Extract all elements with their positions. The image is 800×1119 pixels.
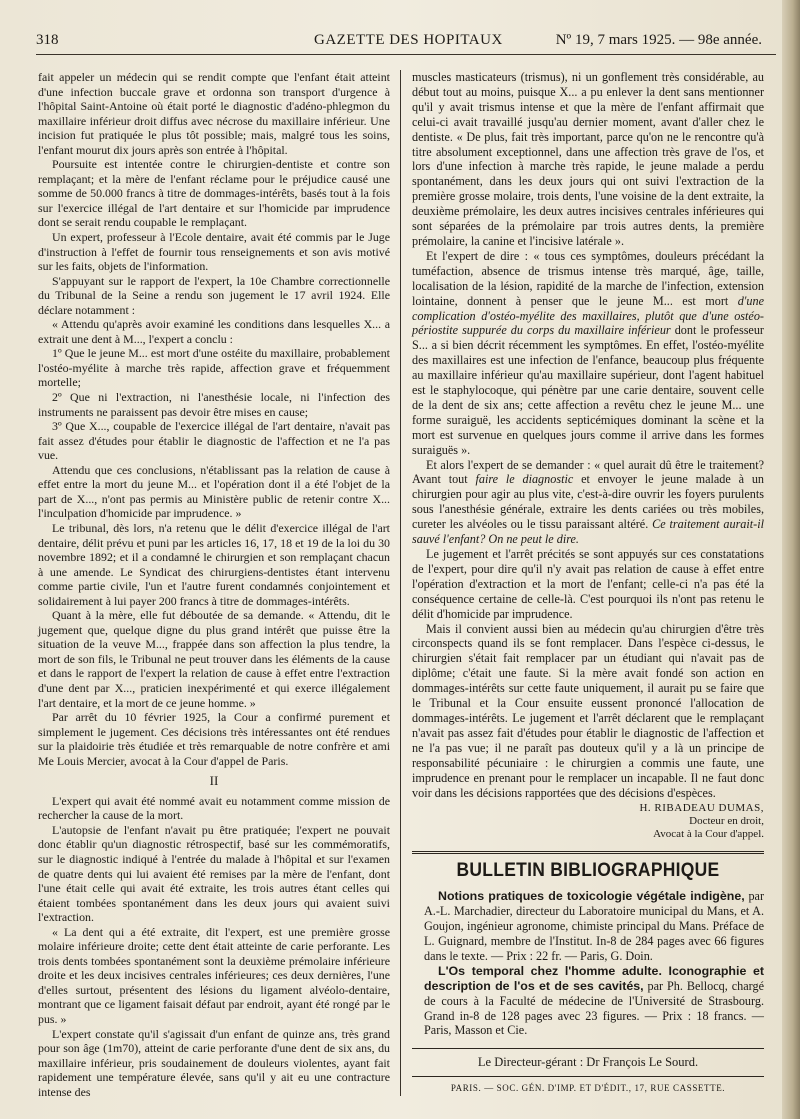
right-column <box>412 70 764 1096</box>
paragraph <box>412 249 764 458</box>
paragraph: Le tribunal, dès lors, n'a retenu que le délit d'exercice illégal de l'art dentaire, délit prévu et puni par les articles 16, 17, 18 et 19 de la loi du 30 novembre 1892; et il a condamné le chirurgien et son remplaçant chacun à une amende. Le Syndicat des chirurgiens-dentistes étant intervenu comme partie civile, l'un et l'autre furent condamnés conjointement et solidairement à lui payer 200 francs à titre de dommages-intérêts. <box>38 520 390 608</box>
paragraph: Le jugement et l'arrêt précités se sont appuyés sur ces constatations de l'expert, pour dire qu'il n'y avait pas relation de cause à effet entre l'opération d'extraction et la mort de l'enfant; celle-ci n'a pas été la conséquence certaine de celle-là. C'est pourquoi ils n'ont pas retenu le délit d'homicide par imprudence. <box>412 547 764 621</box>
page-edge-shadow <box>782 0 800 1119</box>
author-title: Docteur en droit, <box>689 815 764 828</box>
book-title: L'Os temporal chez l'homme adulte. Iconographie et description de l'os et de ses cavités, <box>424 963 764 993</box>
paragraph: Mais il convient aussi bien au médecin qu'au chirurgien d'être très circonspects quand ils se font remplacer. Dans l'espèce ci-dessus, le chirurgien s'était fait remplacer par un étudiant qui n'avait pas de diplôme; c'était une faute. Si la mère avait fondé son action en dommages-intérêts sur cette faute uniquement, il aurait pu se faire que le Tribunal et la Cour ensuite eussent prononcé l'allocation de dommages-intérêts. Le jugement et l'arrêt déclarent que le remplaçant n'avait pas assez fait d'études pour établir le diagnostic de l'affection et ne l'a pas vue; il ne paraît pas douteux qu'il y a là un principe de responsabilité pécuniaire : le chirurgien a commis une faute, une imprudence en prenant pour le remplacer un incapable. Il ne faut donc voir dans les décisions rapportées que des décisions d'espèces. <box>412 621 764 800</box>
italic-run: faire le diagnostic <box>475 472 574 487</box>
paragraph: muscles masticateurs (trismus), ni un gonflement très considérable, au début tout au moins, puisque X... a pu enlever la dent sans mentionner qu'il y avait trismus intense et que la mère de l'enfant affirmait que celui-ci avait travaillé jusqu'au dernier moment, avant d'aller chez le dentiste. « De plus, fait très important, parce qu'on ne le rencontre qu'à titre absolument exceptionnel, dans une affection très grave de l'os, et lors d'une infection à marche très rapide, le jeune malade a perdu spontanément, dans les deux jours qui ont suivi l'extraction de la première grosse molaire, trois dents, l'une voisine de la dent extraite, la deuxième prémolaire, les deux autres incisives centrales inférieures qui sont séparées de la prémolaire par trois autres dents, la première prémolaire, la canine et l'incisive latérale ». <box>412 70 764 248</box>
paragraph: L'autopsie de l'enfant n'avait pu être pratiquée; l'expert ne pouvait donc établir qu'un diagnostic rétrospectif, basé sur les commémoratifs, sur le diagnostic indiqué à l'entrée du malade à l'hôpital et sur l'examen de quatre dents qui lui avaient été remises par la mère de l'enfant, dont l'une était celle qui avait été extraite, les trois autres étant celles qui étaient tombées spontanément dans les deux jours qui avaient suivi l'extraction. <box>38 822 390 925</box>
paragraph: Poursuite est intentée contre le chirurgien-dentiste et contre son remplaçant; et la mère de l'enfant réclame pour le préjudice causé une somme de 50.000 francs à titre de dommages-intérêts, basés tout à la fois sur l'exercice illégal de l'art dentaire et sur l'homicide par imprudence dont se serait rendu coupable le remplaçant. <box>38 157 390 230</box>
header-rule <box>36 54 776 55</box>
paragraph: « La dent qui a été extraite, dit l'expert, est une première grosse molaire inférieure droite; cette dent était atteinte de carie perforante. Les trois dents tombées spontanément sont la deuxième prémolaire inférieure droite et les deux incisives centrales inférieures; ces deux dernières, l'une d'elles surtout, présentent des lésions du ligament alvéolo-dentaire, montrant que ce ligament faisait défaut par endroit, ayant été rongé par le pus. » <box>38 924 390 1026</box>
section-heading: II <box>209 773 219 789</box>
page-number: 318 <box>36 32 59 48</box>
printer-line: PARIS. — SOC. GÉN. D'IMP. ET D'ÉDIT., 17, RUE CASSETTE. <box>450 1083 726 1094</box>
paragraph: Par arrêt du 10 février 1925, la Cour a confirmé purement et simplement le jugement. Ces décisions très intéressantes ont été rendues sur la plaidoirie très étudiée et très remarquable de notre confrère et ami Me Louis Mercier, avocat à la Cour d'appel de Paris. <box>38 710 390 768</box>
paragraph: 2º Que ni l'extraction, ni l'anesthésie locale, ni l'infection des instruments ne paraissent pas devoir être mises en cause; <box>38 390 390 419</box>
page-header <box>36 30 776 56</box>
book-details: par A.-L. Marchadier, directeur du Laboratoire municipal du Mans, et A. Goujon, ingénieur agronome, chimiste principal du Mans. Préface de L. Guignard, membre de l'Institut. In-8 de 284 pages avec 66 figures dans le texte. — Prix : 22 fr. — Paris, G. Doin. <box>424 889 765 963</box>
paragraph: « Attendu qu'après avoir examiné les conditions dans lesquelles X... a extrait une dent à M..., l'expert a conclu : <box>38 317 390 346</box>
left-column <box>38 70 390 1099</box>
paragraph: Quant à la mère, elle fut déboutée de sa demande. « Attendu, dit le jugement que, quelque digne du plus grand intérêt que puisse être la situation de la veuve M..., frappée dans son affection la plus tendre, la mort de son fils, le Tribunal ne peut trouver dans les éléments de la cause et dans le rapport de l'expert la relation de cause à effet entre l'extraction d'une dent par X..., praticien inexpérimenté et qui exerce illégalement l'art dentaire, et la mort de ce jeune homme. » <box>38 608 390 710</box>
text-run: et envoyer le jeune malade à un chirurgien pour agir au plus vite, c'est-à-dire ouvrir les foyers purulents sous l'anesthésie générale, extraire les dents cariées ou très mobiles, cureter les alvéoles ou le tissu paraissant altéré. <box>412 472 765 532</box>
text-run: dont le professeur S... a si bien décrit récemment les symptômes. En effet, l'ostéo-myélite des maxillaires est une infection de l'enfance, beaucoup plus fréquente au maxillaire inférieur qu'au maxillaire supérieur, dont l'agent habituel est le staphylocoque, qui pénètre par une carie dentaire, souvent celle de la dent de six ans; cette affection a revêtu chez le jeune M... une forme suraiguë, les accidents septicémiques dominant la scène et la mort est survenue en quelques jours comme il arrive dans les formes suraiguës ». <box>412 323 764 457</box>
journal-title: GAZETTE DES HOPITAUX <box>314 32 503 48</box>
text-run: Et l'expert de dire : « tous ces symptômes, douleurs précédant la tuméfaction, absence de trismus intense très marqué, âge, taille, localisation de la lésion, rapidité de la marche de l'infection, extension lointaine, donnent à penser que le jeune M... est mort <box>412 248 764 308</box>
issue-date: Nº 19, 7 mars 1925. — 98e année. <box>555 32 762 48</box>
bulletin-heading: BULLETIN BIBLIOGRAPHIQUE <box>456 860 720 882</box>
paragraph: S'appuyant sur le rapport de l'expert, la 10e Chambre correctionnelle du Tribunal de la Seine a rendu son jugement le 17 avril 1924. Elle déclare notamment : <box>38 273 390 317</box>
italic-run: Ce traitement aurait-il sauvé l'enfant? On ne peut le dire. <box>412 517 765 547</box>
book-details: par Ph. Bellocq, chargé de cours à la Faculté de médecine de l'Université de Strasbourg. Grand in-8 de 128 pages avec 23 figures. — Prix : 18 francs. — Paris, Masson et Cie. <box>424 978 764 1038</box>
book-title: Notions pratiques de toxicologie végétale indigène, <box>438 889 745 904</box>
paragraph: fait appeler un médecin qui se rendit compte que l'enfant était atteint d'une infection buccale grave et ordonna son transport d'urgence à l'hôpital Saint-Antoine où était porté le diagnostic d'adéno-phlegmon du maxillaire inférieur droit diffus avec nécrose du maxillaire inférieur. Une incision fut pratiquée le plus tôt possible; mais, malgré tous les soins, l'enfant mourut dix jours après son entrée à l'hôpital. <box>38 70 390 157</box>
author-affiliation: Avocat à la Cour d'appel. <box>653 828 764 841</box>
italic-run: d'une complication d'ostéo-myélite des maxillaires, plutôt que d'une ostéo-périostite suppurée du corps du maxillaire inférieur <box>412 293 764 338</box>
paragraph: 1º Que le jeune M... est mort d'une ostéite du maxillaire, probablement l'ostéo-myélite à marche très rapide, affection grave et fréquemment mortelle; <box>38 346 390 390</box>
column-divider <box>400 70 401 1096</box>
book-entry <box>412 964 764 1039</box>
book-entry <box>412 889 764 964</box>
paragraph <box>412 458 764 547</box>
rule <box>412 1048 764 1049</box>
double-rule <box>412 851 764 854</box>
author-signature <box>412 802 764 841</box>
rule <box>412 1076 764 1077</box>
text-run: Et alors l'expert de se demander : « quel aurait dû être le traitement? Avant tout <box>412 457 764 487</box>
paragraph: Attendu que ces conclusions, n'établissant pas la relation de cause à effet entre la mort du jeune M... et l'opération dont il a été l'objet de la part de X..., n'ont pas permis au Ministère public de retenir contre X... l'inculpation d'homicide par imprudence. » <box>38 462 390 521</box>
paragraph: Un expert, professeur à l'Ecole dentaire, avait été commis par le Juge d'instruction à l'effet de fournir tous renseignements et son avis motivé sur les faits, objets de l'information. <box>38 230 390 274</box>
paragraph: 3º Que X..., coupable de l'exercice illégal de l'art dentaire, n'avait pas fait assez d'études pour établir le diagnostic de l'affection et ne l'a pas vue. <box>38 419 390 463</box>
paragraph: L'expert constate qu'il s'agissait d'un enfant de quinze ans, très grand pour son âge (1m70), atteint de carie perforante d'une dent de six ans, du maxillaire inférieur, pris soudainement de douleurs violentes, ayant fait rapidement une température élevée, sans qu'il y ait eu une contracture intense des <box>38 1026 390 1099</box>
author-name: H. RIBADEAU DUMAS, <box>639 802 764 815</box>
director-line: Le Directeur-gérant : Dr François Le Sourd. <box>477 1055 699 1070</box>
paragraph: L'expert qui avait été nommé avait eu notamment comme mission de rechercher la cause de la mort. <box>38 793 390 823</box>
